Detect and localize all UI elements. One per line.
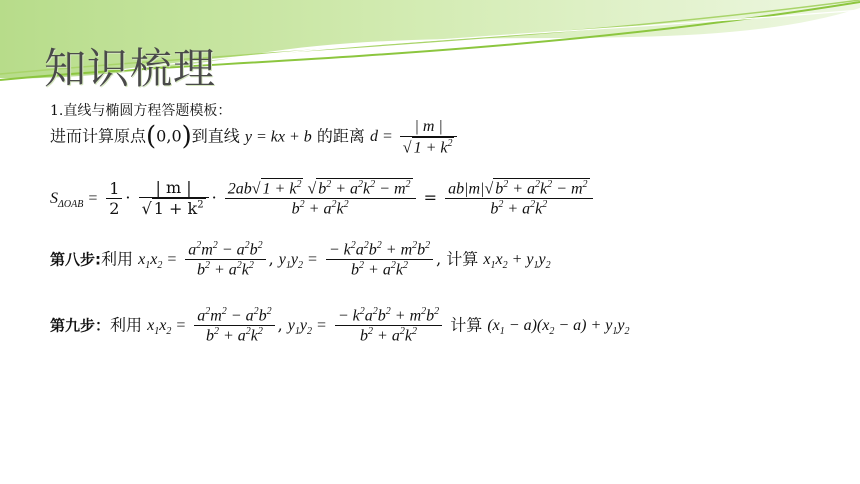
distance-suffix: 的距离 bbox=[316, 126, 365, 146]
step-nine: 第九步：利用 $x_1x_2$ = $\frac{a^2m^2 - a^2b^2}{b^2 + a^2k^2}$ , $y_1y_2$ = $\frac{- k^2a^2b^2 + m^2b^2}{b^2 + a^2k^2}$ 计算 $(x_1 - a)(x_2 - a) + y_1y_2$ bbox=[50, 306, 630, 345]
step-nine-compute: 计算 bbox=[450, 315, 483, 335]
step-eight-text: 利用 bbox=[101, 249, 134, 269]
step-eight-label: 第八步: bbox=[50, 250, 101, 269]
area-formula: $S_{\Delta OAB}$ = $\frac{1}{2}$ · $\frac{| m |}{√ 1 + k^2}$ · $\frac{2ab√ 1 + k^2 √ b^2 + a^2k^2 - m^2}{b^2 + a^2k^2}$ = $\frac{ab|m|√ b^2 + a^2k^2 - m^2}{b^2 + a^2k^2}$ bbox=[50, 178, 596, 219]
distance-formula: d = $\frac{| m |}{√ 1 + k^2}$ bbox=[370, 128, 460, 145]
line-equation: y = kx + b bbox=[244, 128, 312, 146]
template-heading: 1.直线与椭圆方程答题模板： bbox=[50, 103, 232, 119]
distance-middle: 到直线 bbox=[191, 126, 240, 146]
origin-point: 0,0 bbox=[156, 126, 182, 146]
distance-line: 进而计算原点(0,0)到直线 y = kx + b 的距离 d = $\frac{| m |}{√ 1 + k^2}$ bbox=[50, 118, 460, 157]
distance-prefix: 进而计算原点 bbox=[50, 126, 147, 146]
step-eight: 第八步:利用 $x_1x_2$ = $\frac{a^2m^2 - a^2b^2}{b^2 + a^2k^2}$ , $y_1y_2$ = $\frac{- k^2a^2b^2 + m^2b^2}{b^2 + a^2k^2}$ , 计算 $x_1x_2 + y_1y_2$ bbox=[50, 240, 551, 279]
page-title: 知识梳理 bbox=[44, 44, 217, 93]
step-nine-text: 利用 bbox=[110, 315, 143, 335]
step-eight-compute: 计算 bbox=[446, 249, 479, 269]
step-nine-label: 第九步： bbox=[50, 316, 111, 335]
